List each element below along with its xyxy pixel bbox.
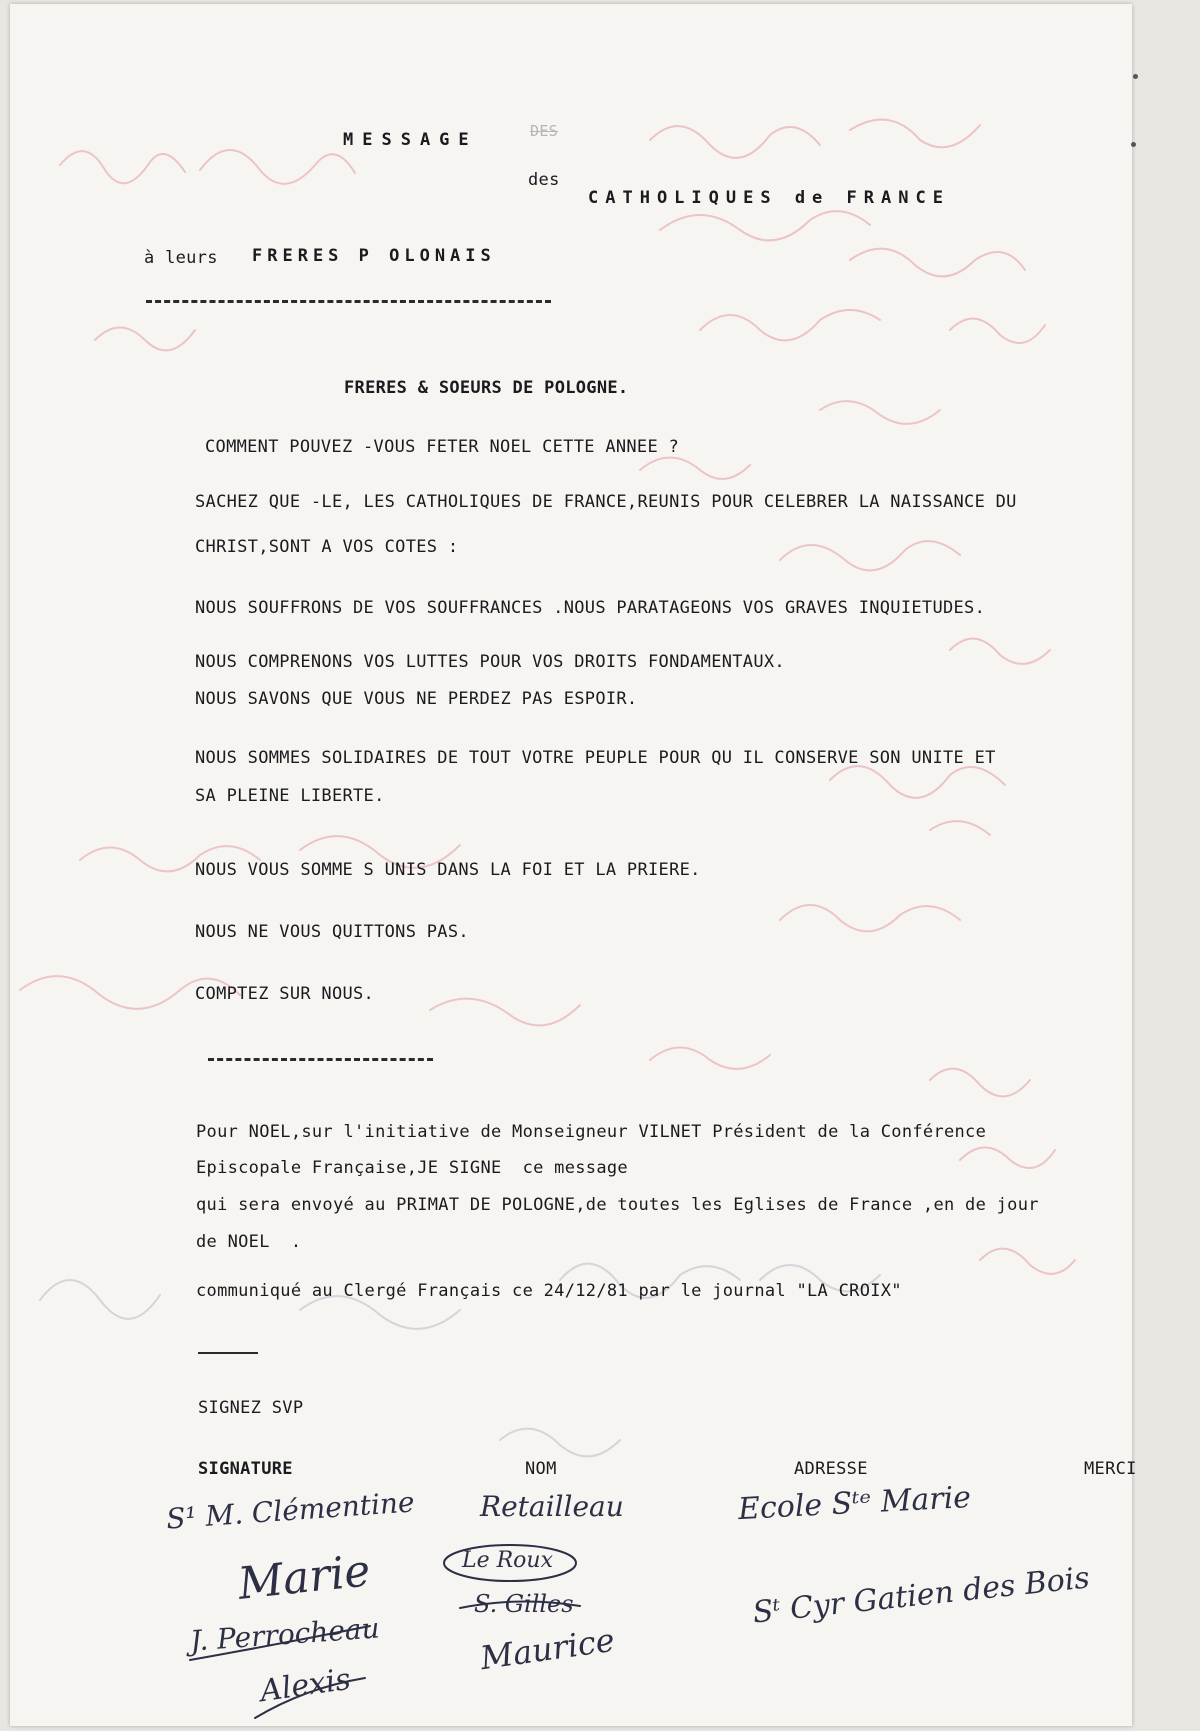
short-divider <box>198 1352 258 1354</box>
paragraph-5: NOUS NE VOUS QUITTONS PAS. <box>195 922 469 942</box>
punch-mark <box>1133 74 1138 79</box>
paragraph-6: COMPTEZ SUR NOUS. <box>195 984 375 1004</box>
column-merci: MERCI <box>1084 1459 1137 1479</box>
signature-5: Le Roux <box>462 1548 554 1573</box>
greeting: FRERES & SOEURS DE POLOGNE. <box>344 378 629 398</box>
body-divider <box>208 1058 433 1061</box>
signature-8: J. Perrocheau <box>189 1611 381 1658</box>
title-des: des <box>528 170 560 190</box>
recipients-prefix: à leurs <box>144 248 218 268</box>
footer-line-4: de NOEL . <box>196 1232 302 1252</box>
paragraph-3-line-1: NOUS SOMMES SOLIDAIRES DE TOUT VOTRE PEUPLE POUR QU IL CONSERVE SON UNITE ET <box>195 748 996 768</box>
signature-4: Marie <box>235 1545 373 1610</box>
signature-7: Sᵗ Cyr Gatien des Bois <box>751 1560 1092 1631</box>
paragraph-3-line-2: SA PLEINE LIBERTE. <box>195 786 385 806</box>
paragraph-2-line-3: NOUS SAVONS QUE VOUS NE PERDEZ PAS ESPOIR. <box>195 689 638 709</box>
paragraph-2-line-2: NOUS COMPRENONS VOS LUTTES POUR VOS DROITS FONDAMENTAUX. <box>195 652 785 672</box>
column-adresse: ADRESSE <box>794 1459 868 1479</box>
footer-line-1: Pour NOEL,sur l'initiative de Monseigneur VILNET Président de la Conférence <box>196 1122 987 1142</box>
footer-line-2: Episcopale Française,JE SIGNE ce message <box>196 1158 628 1178</box>
document-subject: CATHOLIQUES de FRANCE <box>588 188 950 208</box>
header-divider <box>146 300 551 303</box>
struck-word: DES <box>530 122 558 140</box>
document-title: MESSAGE <box>343 130 478 150</box>
paragraph-4: NOUS VOUS SOMME S UNIS DANS LA FOI ET LA PRIERE. <box>195 860 701 880</box>
paragraph-2-line-1: NOUS SOUFFRONS DE VOS SOUFFRANCES .NOUS PARATAGEONS VOS GRAVES INQUIETUDES. <box>195 598 986 618</box>
signature-9: Maurice <box>478 1620 617 1678</box>
question: COMMENT POUVEZ -VOUS FETER NOEL CETTE ANNEE ? <box>205 437 680 457</box>
footer-line-3: qui sera envoyé au PRIMAT DE POLOGNE,de toutes les Eglises de France ,en de jour <box>196 1195 1039 1215</box>
sign-prompt: SIGNEZ SVP <box>198 1398 304 1418</box>
signature-10: Alexis <box>258 1661 353 1710</box>
column-signature: SIGNATURE <box>198 1459 293 1479</box>
signature-2: Retailleau <box>480 1490 624 1523</box>
footer-line-5: communiqué au Clergé Français ce 24/12/81 par le journal "LA CROIX" <box>196 1281 902 1301</box>
punch-mark <box>1131 142 1136 147</box>
signature-1: S¹ M. Clémentine <box>165 1485 416 1536</box>
signature-6: S. Gilles <box>474 1590 574 1618</box>
paragraph-1-line-2: CHRIST,SONT A VOS COTES : <box>195 537 459 557</box>
signature-3: Ecole Sᵗᵉ Marie <box>737 1479 972 1528</box>
recipients: FRERES P OLONAIS <box>252 246 496 266</box>
column-nom: NOM <box>525 1459 557 1479</box>
paragraph-1-line-1: SACHEZ QUE -LE, LES CATHOLIQUES DE FRANCE,REUNIS POUR CELEBRER LA NAISSANCE DU <box>195 492 1017 512</box>
